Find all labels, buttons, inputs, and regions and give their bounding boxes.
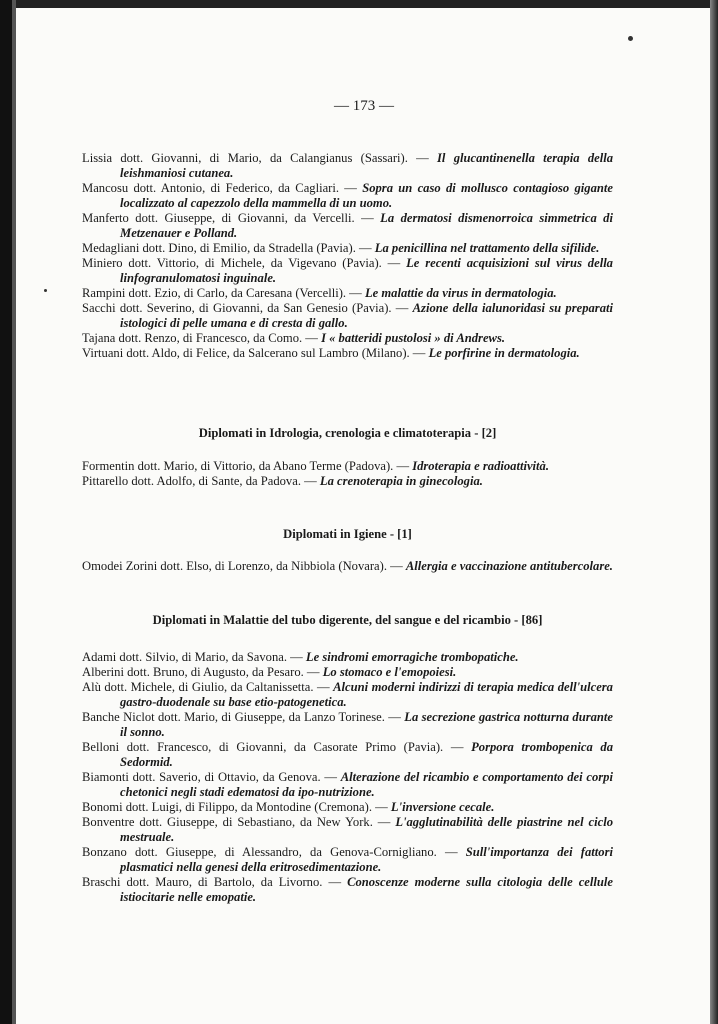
entry-title: Sull'importanza dei fattori plasmatici nella genesi della eritrosedimentazione. [120,845,613,874]
entry-author: Tajana dott. Renzo, di Francesco, da Como. — [82,330,318,345]
list-item [82,474,613,489]
list-item [82,559,613,574]
entry-title: La penicillina nel trattamento della sifilide. [374,240,600,255]
page-number: — 173 — [334,98,394,114]
entry-list [82,151,613,361]
entry-list [82,559,613,574]
entry-author: Virtuani dott. Aldo, di Felice, da Salcerano sul Lambro (Milano). — [82,346,426,361]
entry-title: Alterazione del ricambio e comportamento dei corpi chetonici negli stadi edematosi da ipo-nutrizione. [120,770,613,799]
entry-title: I « batteridi pustolosi » di Andrews. [321,330,505,345]
list-item [82,331,613,346]
list-item [82,346,613,361]
entry-title: La secrezione gastrica notturna durante il sonno. [120,710,613,740]
scan-edge-left-shadow [12,0,16,1024]
list-item [82,459,613,474]
entry-title: Porpora trombopenica da Sedormid. [120,740,613,769]
list-item [82,710,613,739]
entry-title: Sopra un caso di mollusco contagioso gigante localizzato al capezzolo della mammella di un uomo. [120,180,613,210]
entry-title: Le recenti acquisizioni sul virus della linfogranulomatosi inguinale. [120,255,613,285]
list-item [82,181,613,210]
list-item [82,875,613,904]
entry-title: La dermatosi dismenorroica simmetrica di Metzenauer e Polland. [120,210,613,240]
list-item [82,301,613,330]
entry-author: Adami dott. Silvio, di Mario, da Savona. — [82,650,303,664]
entry-author: Rampini dott. Ezio, di Carlo, da Caresana (Vercelli). — [82,285,362,300]
entry-author: Medagliani dott. Dino, di Emilio, da Stradella (Pavia). — [82,240,372,255]
section-heading: Diplomati in Idrologia, crenologia e climatoterapia - [2] [198,426,497,440]
list-item [82,211,613,240]
speck [628,36,633,41]
entry-title: La crenoterapia in ginecologia. [319,474,483,489]
entry-title: L'inversione cecale. [390,800,495,815]
entry-author: Bonomi dott. Luigi, di Filippo, da Montodine (Cremona). — [82,800,388,815]
entry-author: Pittarello dott. Adolfo, di Sante, da Padova. — [82,474,317,489]
entry-author: Omodei Zorini dott. Elso, di Lorenzo, da Nibbiola (Novara). — [82,559,403,573]
entry-list [82,459,613,489]
entry-author: Biamonti dott. Saverio, di Ottavio, da Genova. — [82,770,337,785]
entry-author: Bonventre dott. Giuseppe, di Sebastiano, da New York. — [82,815,391,830]
scan-edge-left [0,0,12,1024]
entry-author: Mancosu dott. Antonio, di Federico, da Cagliari. — [82,180,357,195]
entry-author: Banche Niclot dott. Mario, di Giuseppe, da Lanzo Torinese. — [82,710,401,725]
entry-author: Manferto dott. Giuseppe, di Giovanni, da Vercelli. — [82,210,374,225]
list-item [82,770,613,799]
entry-title: Il glucantinenella terapia della leishmaniosi cutanea. [120,151,613,180]
list-item [82,680,613,709]
entry-title: Lo stomaco e l'emopoiesi. [322,665,457,680]
entry-title: Le malattie da virus in dermatologia. [364,285,557,300]
entry-author: Alù dott. Michele, di Giulio, da Caltanissetta. — [82,680,330,695]
list-item [82,151,613,180]
list-item [82,665,613,680]
section-heading: Diplomati in Igiene - [1] [283,527,412,541]
entry-title: L'agglutinabilità delle piastrine nel ciclo mestruale. [120,815,614,844]
entry-title: Le sindromi emorragiche trombopatiche. [305,650,519,664]
entry-author: Lissia dott. Giovanni, di Mario, da Calangianus (Sassari). — [82,151,429,165]
entry-title: Azione della ialunoridasi su preparati istologici di pelle umana e di cresta di gallo. [120,301,613,330]
list-item [82,286,613,301]
entry-title: Le porfirine in dermatologia. [428,346,580,361]
entry-author: Sacchi dott. Severino, di Giovanni, da San Genesio (Pavia). — [82,301,409,316]
speck [44,289,47,292]
entry-author: Bonzano dott. Giuseppe, di Alessandro, da Genova-Cornigliano. — [82,845,458,860]
entry-author: Belloni dott. Francesco, di Giovanni, da Casorate Primo (Pavia). — [82,740,464,755]
list-item [82,845,613,874]
entry-list [82,650,613,905]
entry-author: Formentin dott. Mario, di Vittorio, da Abano Terme (Padova). — [82,459,410,473]
list-item [82,815,613,844]
entry-title: Allergia e vaccinazione antitubercolare. [405,559,613,573]
list-item [82,256,613,285]
scan-edge-top [0,0,718,8]
list-item [82,241,613,256]
scan-edge-right [710,0,718,1024]
list-item [82,740,613,769]
entry-author: Miniero dott. Vittorio, di Michele, da Vigevano (Pavia). — [82,255,401,270]
entry-author: Alberini dott. Bruno, di Augusto, da Pesaro. — [82,665,320,680]
section-heading: Diplomati in Malattie del tubo digerente, del sangue e del ricambio - [86] [152,613,543,627]
list-item [82,800,613,815]
list-item [82,650,613,665]
entry-title: Alcuni moderni indirizzi di terapia medica dell'ulcera gastro-duodenale su base etio-patogenetica. [120,680,613,710]
entry-title: Conoscenze moderne sulla citologia delle cellule istiocitarie nelle emopatie. [120,875,613,904]
entry-author: Braschi dott. Mauro, di Bartolo, da Livorno. — [82,875,342,890]
entry-title: Idroterapia e radioattività. [412,459,549,473]
